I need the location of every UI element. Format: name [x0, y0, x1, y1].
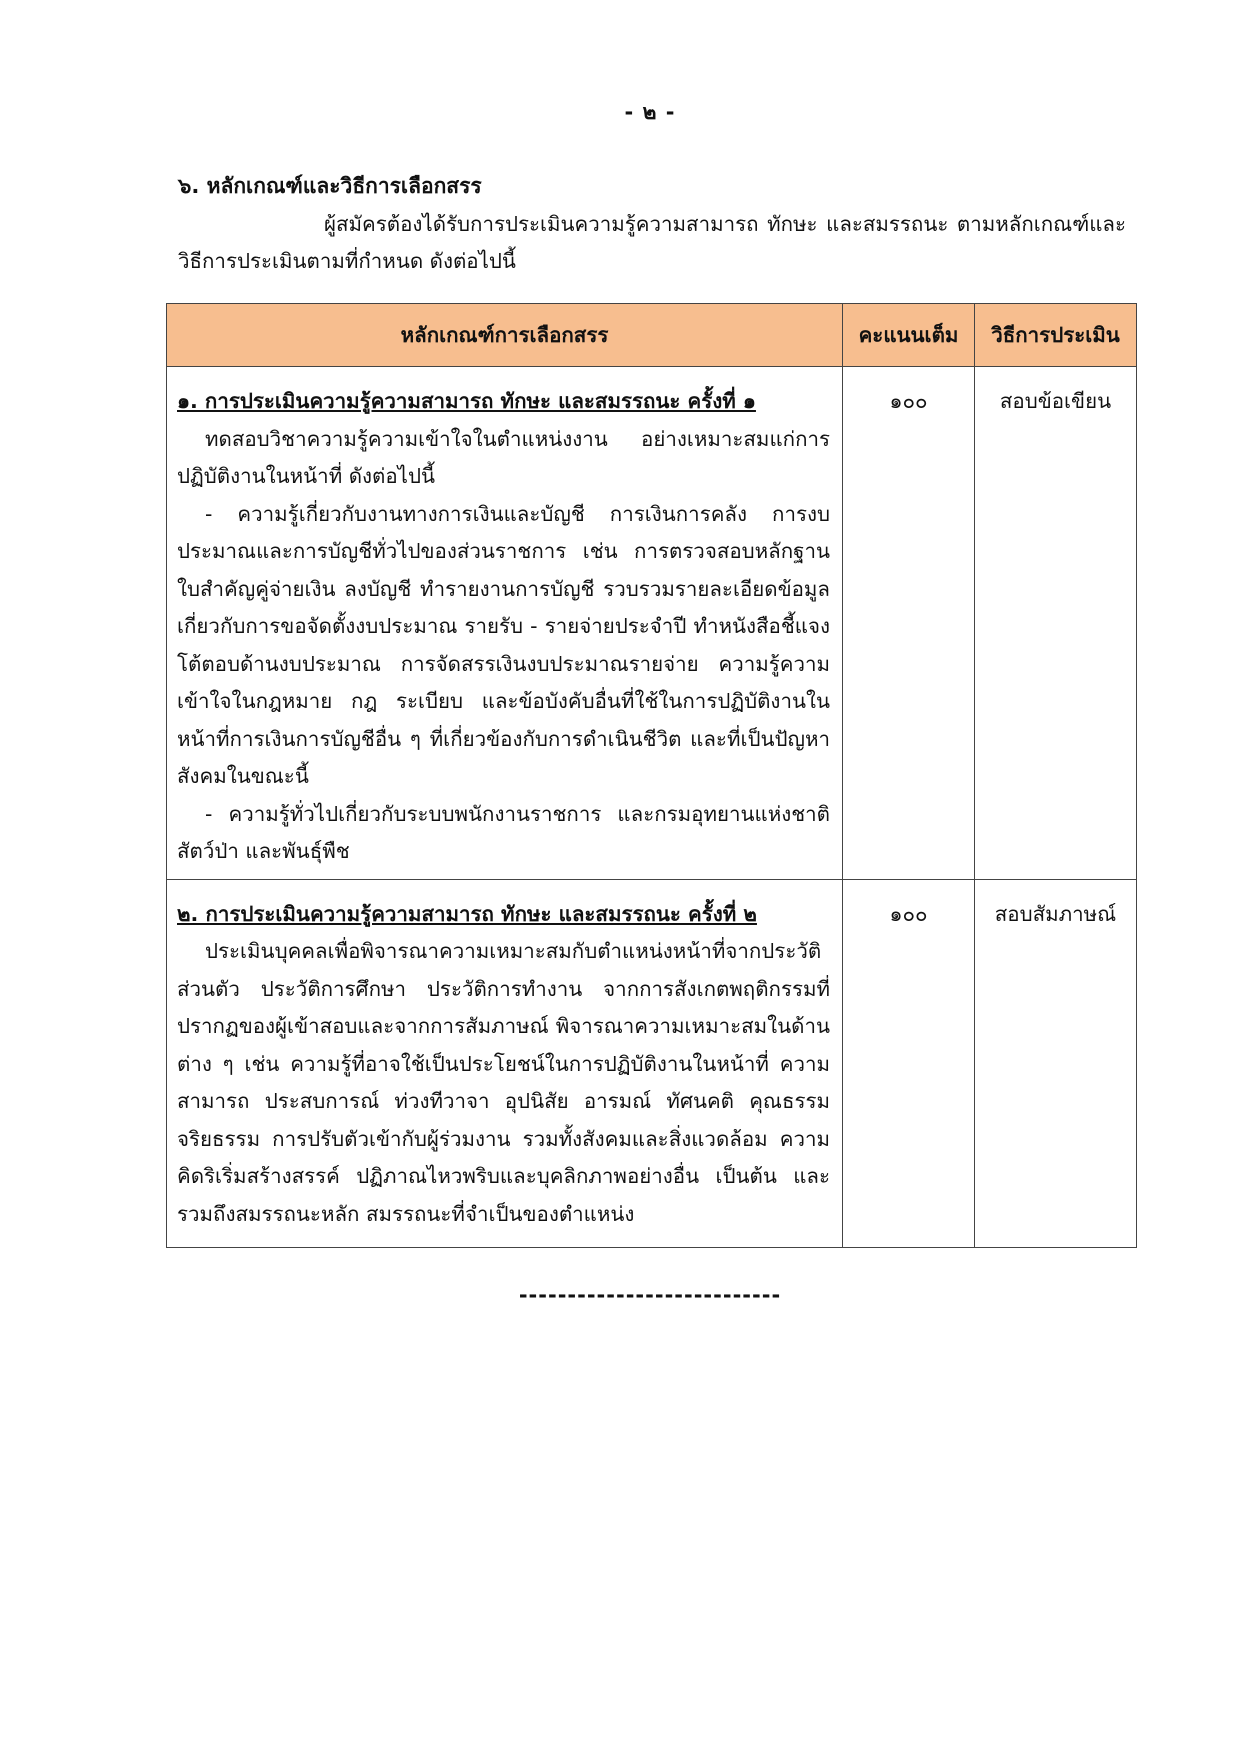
- criteria-heading-1: ๑. การประเมินความรู้ความสามารถ ทักษะ และสมรรถนะ ครั้งที่ ๑: [177, 389, 756, 413]
- criteria-table: [166, 303, 1137, 1248]
- criteria-heading-2: ๒. การประเมินความรู้ความสามารถ ทักษะ และสมรรถนะ ครั้งที่ ๒: [177, 901, 757, 926]
- section-heading: ๖. หลักเกณฑ์และวิธีการเลือกสรร: [178, 174, 482, 198]
- header-criteria: หลักเกณฑ์การเลือกสรร: [167, 304, 843, 367]
- header-method: วิธีการประเมิน: [975, 304, 1137, 367]
- method-cell: สอบสัมภาษณ์: [975, 879, 1137, 1247]
- criteria-paragraph: - ความรู้เกี่ยวกับงานทางการเงินและบัญชี การเงินการคลัง การงบประมาณและการบัญชีทั่วไปของส่วนราชการ เช่น การตรวจสอบหลักฐานใบสำคัญคู่จ่ายเงิน ลงบัญชี ทำรายงานการบัญชี รวบรวมรายละเอียดข้อมูลเกี่ยวกับการขอจัดตั้งงบประมาณ รายรับ - รายจ่ายประจำปี ทำหนังสือชี้แจง โต้ตอบด้านงบประมาณ การจัดสรรเงินงบประมาณรายจ่าย ความรู้ความเข้าใจในกฎหมาย กฎ ระเบียบ และข้อบังคับอื่นที่ใช้ในการปฏิบัติงานในหน้าที่การเงินการบัญชีอื่น ๆ ที่เกี่ยวข้องกับการดำเนินชีวิต และที่เป็นปัญหาสังคมในขณะนี้: [177, 501, 830, 788]
- table-row: [167, 879, 1137, 1247]
- criteria-paragraph: ทดสอบวิชาความรู้ความเข้าใจในตำแหน่งงาน อย่างเหมาะสมแก่การปฏิบัติงานในหน้าที่ ดังต่อไปนี้: [177, 426, 830, 488]
- method-cell: สอบข้อเขียน: [975, 367, 1137, 880]
- criteria-paragraph: ประเมินบุคคลเพื่อพิจารณาความเหมาะสมกับตำแหน่งหน้าที่จากประวัติส่วนตัว ประวัติการศึกษา ประวัติการทำงาน จากการสังเกตพฤติกรรมที่ปรากฏของผู้เข้าสอบและจากการสัมภาษณ์ พิจารณาความเหมาะสมในด้านต่าง ๆ เช่น ความรู้ที่อาจใช้เป็นประโยชน์ในการปฏิบัติงานในหน้าที่ ความสามารถ ประสบการณ์ ท่วงทีวาจา อุปนิสัย อารมณ์ ทัศนคติ คุณธรรม จริยธรรม การปรับตัวเข้ากับผู้ร่วมงาน รวมทั้งสังคมและสิ่งแวดล้อม ความคิดริเริ่มสร้างสรรค์ ปฏิภาณไหวพริบและบุคลิกภาพอย่างอื่น เป็นต้น และรวมถึงสมรรถนะหลัก สมรรถนะที่จำเป็นของตำแหน่ง: [177, 939, 830, 1226]
- full-score-cell: ๑๐๐: [843, 879, 975, 1247]
- table-header-row: [167, 304, 1137, 367]
- end-divider: ---------------------------: [518, 1283, 782, 1307]
- section-intro: ผู้สมัครต้องได้รับการประเมินความรู้ความสามารถ ทักษะ และสมรรถนะ ตามหลักเกณฑ์และวิธีการประเมินตามที่กำหนด ดังต่อไปนี้: [178, 212, 1126, 273]
- table-row: [167, 367, 1137, 880]
- criteria-cell: [167, 879, 843, 1247]
- full-score-cell: ๑๐๐: [843, 367, 975, 880]
- header-full-score: คะแนนเต็ม: [843, 304, 975, 367]
- criteria-paragraph: - ความรู้ทั่วไปเกี่ยวกับระบบพนักงานราชการ และกรมอุทยานแห่งชาติ สัตว์ป่า และพันธุ์พืช: [177, 801, 830, 863]
- criteria-cell: [167, 367, 843, 880]
- page-number: - ๒ -: [624, 100, 676, 124]
